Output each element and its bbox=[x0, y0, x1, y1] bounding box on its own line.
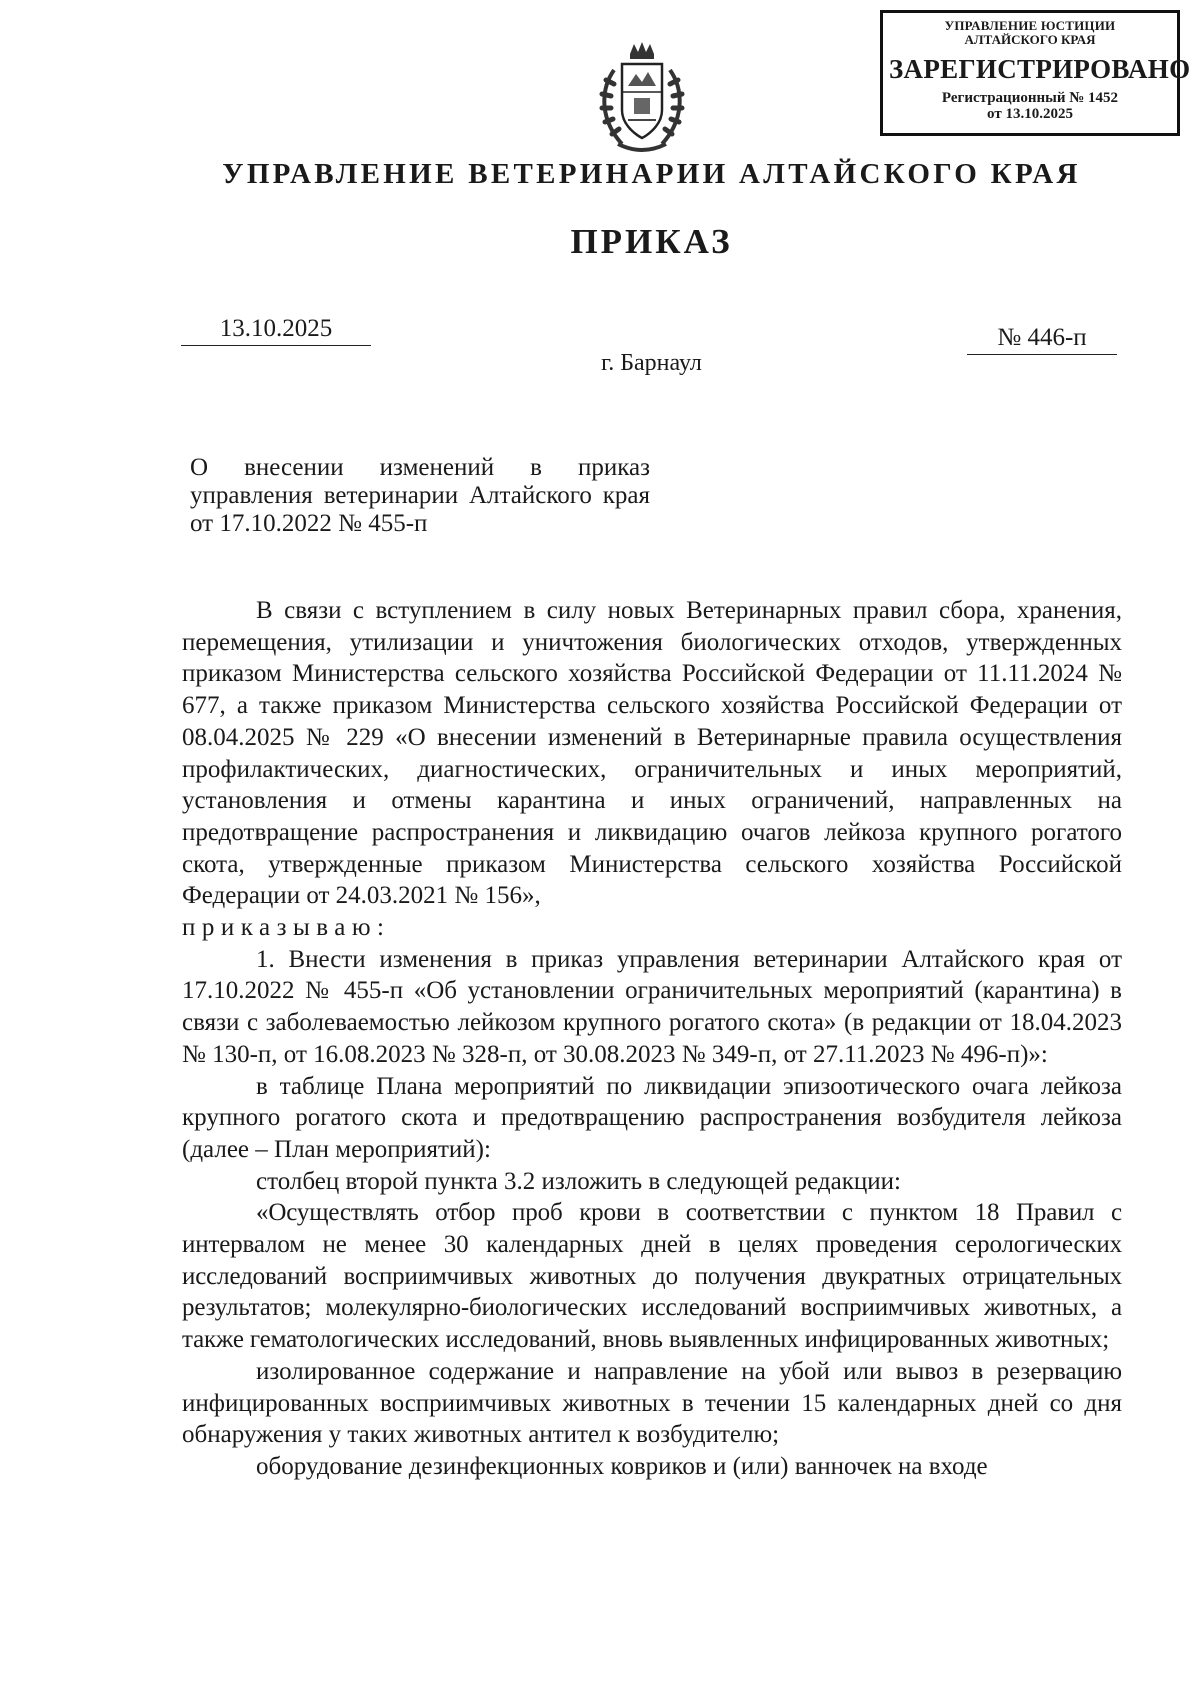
order-number: № 446-п bbox=[967, 324, 1117, 355]
stamp-line-2: АЛТАЙСКОГО КРАЯ bbox=[964, 32, 1096, 48]
coat-of-arms-icon bbox=[592, 40, 692, 158]
organization-title: УПРАВЛЕНИЕ ВЕТЕРИНАРИИ АЛТАЙСКОГО КРАЯ bbox=[222, 158, 1081, 190]
new-text-paragraph-1: «Осуществлять отбор проб крови в соответствии с пунктом 18 Правил с интервалом не менее 30 календарных дней в целях проведения серологических исследований восприимчивых животных до получения двукратных отрицательных результатов; молекулярно-биологических исследований восприимчивых животных, а также гематологических исследований, вновь выявленных инфицированных животных; bbox=[182, 1199, 1122, 1354]
plan-table-paragraph: в таблице Плана мероприятий по ликвидации эпизоотического очага лейкоза крупного рогатого скота и предотвращению распространения возбудителя лейкоза (далее – План мероприятий): bbox=[182, 1072, 1122, 1163]
stamp-reg-number: Регистрационный № 1452 bbox=[941, 90, 1119, 107]
preamble-paragraph: В связи с вступлением в силу новых Ветеринарных правил сбора, хранения, перемещения, утилизации и уничтожения биологических отходов, утвержденных приказом Министерства сельского хозяйства Российской Федерации от 11.11.2024 № 677, а также приказом Министерства сельского хозяйства Российской Федерации от 08.04.2025 № 229 «О внесении изменений в Ветеринарные правила осуществления профилактических, диагностических, ограничительных и иных мероприятий, установления и отмены карантина и иных ограничений, направленных на предотвращение распространения и ликвидацию очагов лейкоза крупного рогатого скота, утвержденные приказом Министерства сельского хозяйства Российской Федерации от 24.03.2021 № 156», bbox=[182, 597, 1122, 910]
order-subject: О внесении изменений в приказ управления ветеринарии Алтайского края от 17.10.2022 № 455-п bbox=[190, 454, 650, 537]
column-edit-paragraph: столбец второй пункта 3.2 изложить в следующей редакции: bbox=[256, 1167, 901, 1195]
stamp-line-1: УПРАВЛЕНИЕ ЮСТИЦИИ bbox=[944, 18, 1116, 33]
stamp-status: ЗАРЕГИСТРИРОВАНО bbox=[889, 54, 1191, 85]
order-date: 13.10.2025 bbox=[181, 315, 371, 346]
new-text-paragraph-2: изолированное содержание и направление на убой или вывоз в резервацию инфицированных восприимчивых животных в течении 15 календарных дней со дня обнаружения у таких животных антител к возбудителю; bbox=[182, 1357, 1122, 1449]
order-body bbox=[182, 595, 1122, 1483]
registration-stamp bbox=[880, 10, 1191, 136]
stamp-reg-date: от 13.10.2025 bbox=[987, 106, 1073, 123]
new-text-paragraph-3: оборудование дезинфекционных ковриков и (или) ванночек на входе bbox=[256, 1452, 988, 1480]
city: г. Барнаул bbox=[601, 350, 702, 376]
order-word: приказываю: bbox=[182, 914, 391, 942]
document-type: ПРИКАЗ bbox=[570, 222, 733, 261]
item-1-paragraph: 1. Внести изменения в приказ управления ветеринарии Алтайского края от 17.10.2022 № 455-п «Об установлении ограничительных мероприятий (карантина) в связи с заболеваемостью лейкозом крупного рогатого скота» (в редакции от 18.04.2023 № 130-п, от 16.08.2023 № 328-п, от 30.08.2023 № 349-п, от 27.11.2023 № 496-п)»: bbox=[182, 945, 1122, 1068]
